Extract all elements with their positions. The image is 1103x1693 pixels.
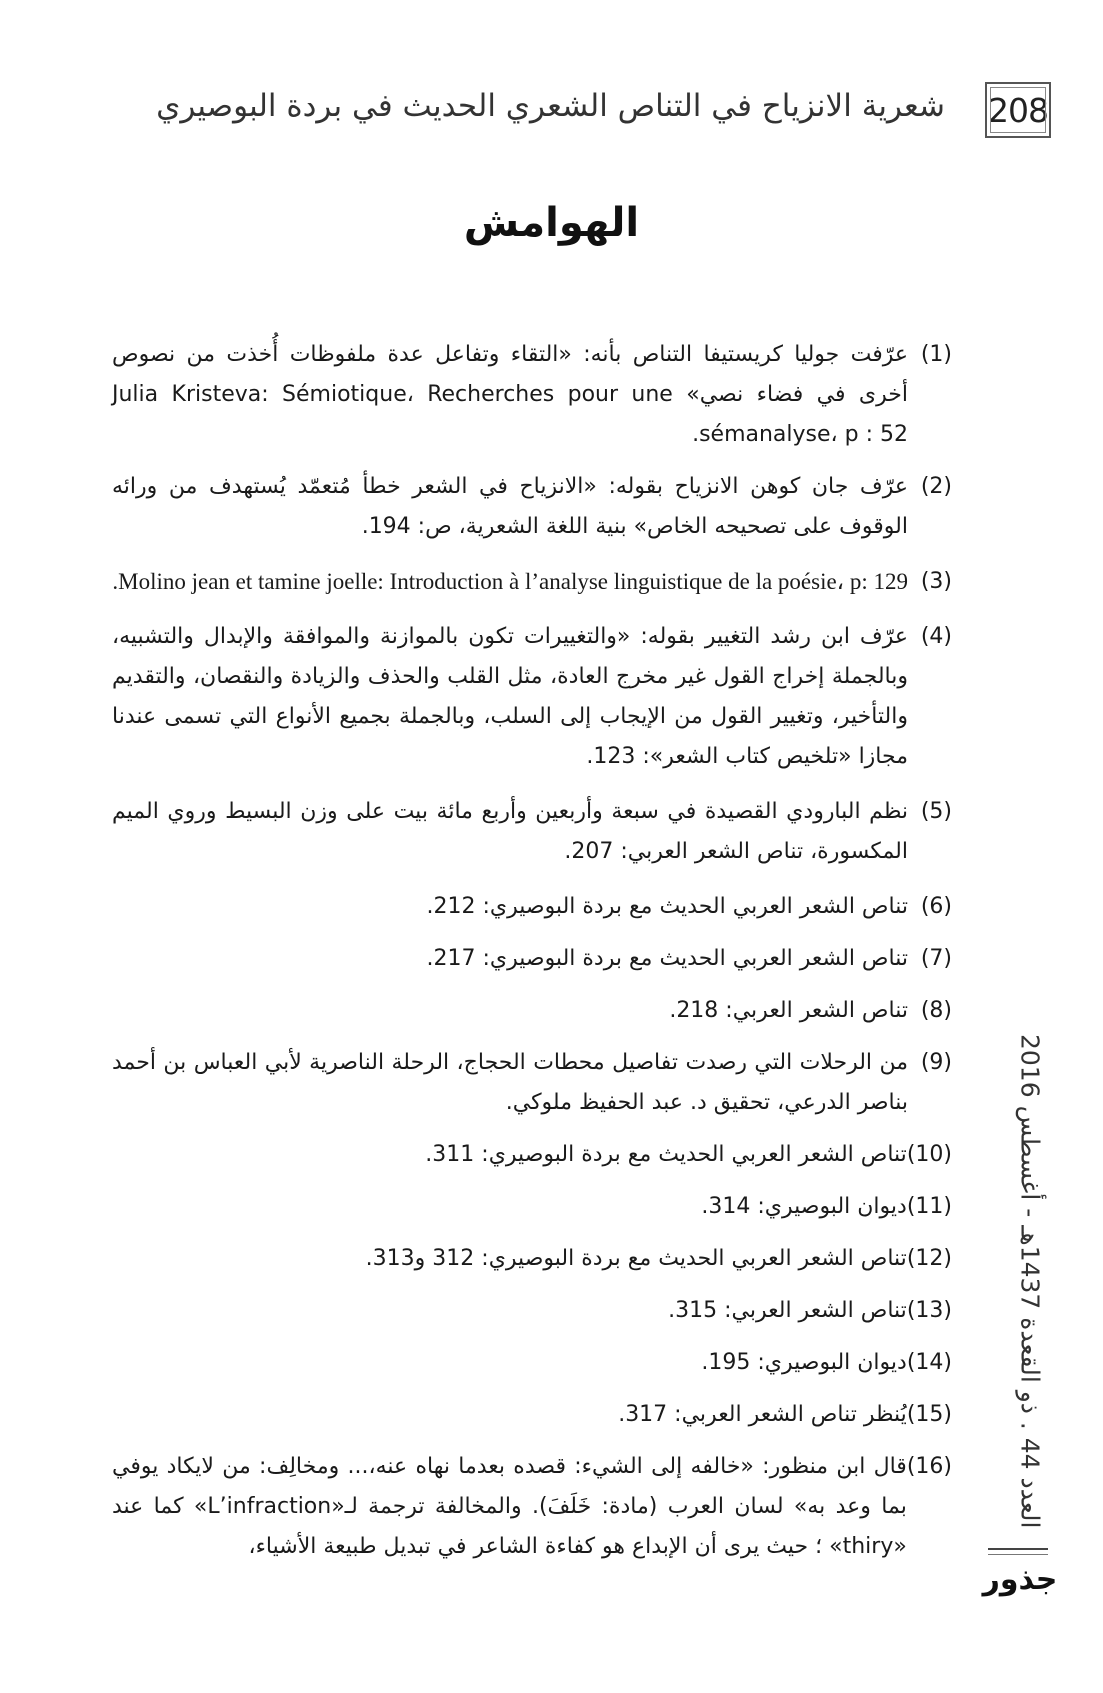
footnote-number: (11) xyxy=(906,1194,952,1219)
footnote-number: (13) xyxy=(906,1298,952,1323)
footnote-number: (5) xyxy=(920,799,952,824)
footnote-12 xyxy=(112,1239,952,1279)
footnote-number: (12) xyxy=(906,1246,952,1271)
footnote-4 xyxy=(112,617,952,777)
footnote-text: ديوان البوصيري: 314. xyxy=(701,1194,907,1219)
divider xyxy=(988,1554,1048,1555)
issue-info: العدد 44 . ذو القعدة 1437هـ - أغسطس 2016 xyxy=(1015,1033,1045,1528)
footnote-6 xyxy=(112,887,952,927)
footnote-15 xyxy=(112,1395,952,1435)
footnote-3 xyxy=(112,562,952,602)
footnote-number: (3) xyxy=(920,569,952,594)
footnote-text: تناص الشعر العربي: 218. xyxy=(669,998,908,1023)
footnote-number: (7) xyxy=(920,946,952,971)
footnote-7 xyxy=(112,939,952,979)
running-title: شعرية الانزياح في التناص الشعري الحديث في بردة البوصيري xyxy=(156,88,945,124)
footnote-text: عرّفت جوليا كريستيفا التناص بأنه: «التقاء وتفاعل عدة ملفوظات أُخذت من نصوص أخرى في فضاء نصي» Julia Kristeva: Sémiotique، Recherches pour une sémanalyse، p : 52. xyxy=(112,342,908,447)
journal-logo: جذور xyxy=(982,1562,1058,1597)
footnote-number: (2) xyxy=(920,474,952,499)
footnote-5 xyxy=(112,792,952,872)
footnote-text: Molino jean et tamine joelle: Introduction à l’analyse linguistique de la poésie، p: 129. xyxy=(112,569,908,594)
footnote-text: عرّف جان كوهن الانزياح بقوله: «الانزياح في الشعر خطأ مُتعمّد يُستهدف من ورائه الوقوف على تصحيحه الخاص» بنية اللغة الشعرية، ص: 194. xyxy=(112,474,908,539)
footnote-text: تناص الشعر العربي الحديث مع بردة البوصيري: 217. xyxy=(426,946,908,971)
footnote-8 xyxy=(112,991,952,1031)
footnote-text: من الرحلات التي رصدت تفاصيل محطات الحجاج، الرحلة الناصرية لأبي العباس بن أحمد بناصر الدرعي، تحقيق د. عبد الحفيظ ملوكي. xyxy=(112,1050,908,1115)
footnote-number: (4) xyxy=(920,624,952,649)
footnote-text: تناص الشعر العربي: 315. xyxy=(668,1298,907,1323)
footnote-text: ديوان البوصيري: 195. xyxy=(701,1350,907,1375)
footnotes-list xyxy=(112,335,952,1567)
page-number: 208 xyxy=(985,82,1051,138)
footnote-10 xyxy=(112,1135,952,1175)
footnote-13 xyxy=(112,1291,952,1331)
footnote-number: (14) xyxy=(906,1350,952,1375)
footnote-text: قال ابن منظور: «خالفه إلى الشيء: قصده بعدما نهاه عنه،... ومخالِف: من لايكاد يوفي بما وعد به» لسان العرب (مادة: خَلَفَ). والمخالفة ترجمة لـ«L’infraction» كما عند «thiry» ؛ حيث يرى أن الإبداع هو كفاءة الشاعر في تبديل طبيعة الأشياء، xyxy=(112,1454,907,1559)
footnote-9 xyxy=(112,1043,952,1123)
footnote-text: عرّف ابن رشد التغيير بقوله: «والتغييرات تكون بالموازنة والموافقة والإبدال والتشبيه، وبالجملة إخراج القول غير مخرج العادة، مثل القلب والحذف والزيادة والنقصان، والتقديم والتأخير، وتغيير القول من الإيجاب إلى السلب، وبالجملة بجميع الأنواع التي تسمى عندنا مجازا «تلخيص كتاب الشعر»: 123. xyxy=(112,624,908,769)
footnote-14 xyxy=(112,1343,952,1383)
footnote-number: (9) xyxy=(920,1050,952,1075)
footnote-1 xyxy=(112,335,952,455)
footnote-text: نظم البارودي القصيدة في سبعة وأربعين وأربع مائة بيت على وزن البسيط وروي الميم المكسورة، تناص الشعر العربي: 207. xyxy=(112,799,908,864)
footnote-2 xyxy=(112,467,952,547)
divider xyxy=(988,1548,1048,1550)
footnote-text: تناص الشعر العربي الحديث مع بردة البوصيري: 312 و313. xyxy=(365,1246,907,1271)
footnote-11 xyxy=(112,1187,952,1227)
footnote-number: (1) xyxy=(920,342,952,367)
footnote-number: (8) xyxy=(920,998,952,1023)
footnote-number: (6) xyxy=(920,894,952,919)
section-title: الهوامش xyxy=(463,200,640,246)
footnote-16 xyxy=(112,1447,952,1567)
footnote-number: (16) xyxy=(906,1454,952,1479)
footnote-text: يُنظر تناص الشعر العربي: 317. xyxy=(618,1402,907,1427)
footnote-number: (15) xyxy=(906,1402,952,1427)
footnote-text: تناص الشعر العربي الحديث مع بردة البوصيري: 311. xyxy=(425,1142,907,1167)
footnote-number: (10) xyxy=(906,1142,952,1167)
footnote-text: تناص الشعر العربي الحديث مع بردة البوصيري: 212. xyxy=(426,894,908,919)
